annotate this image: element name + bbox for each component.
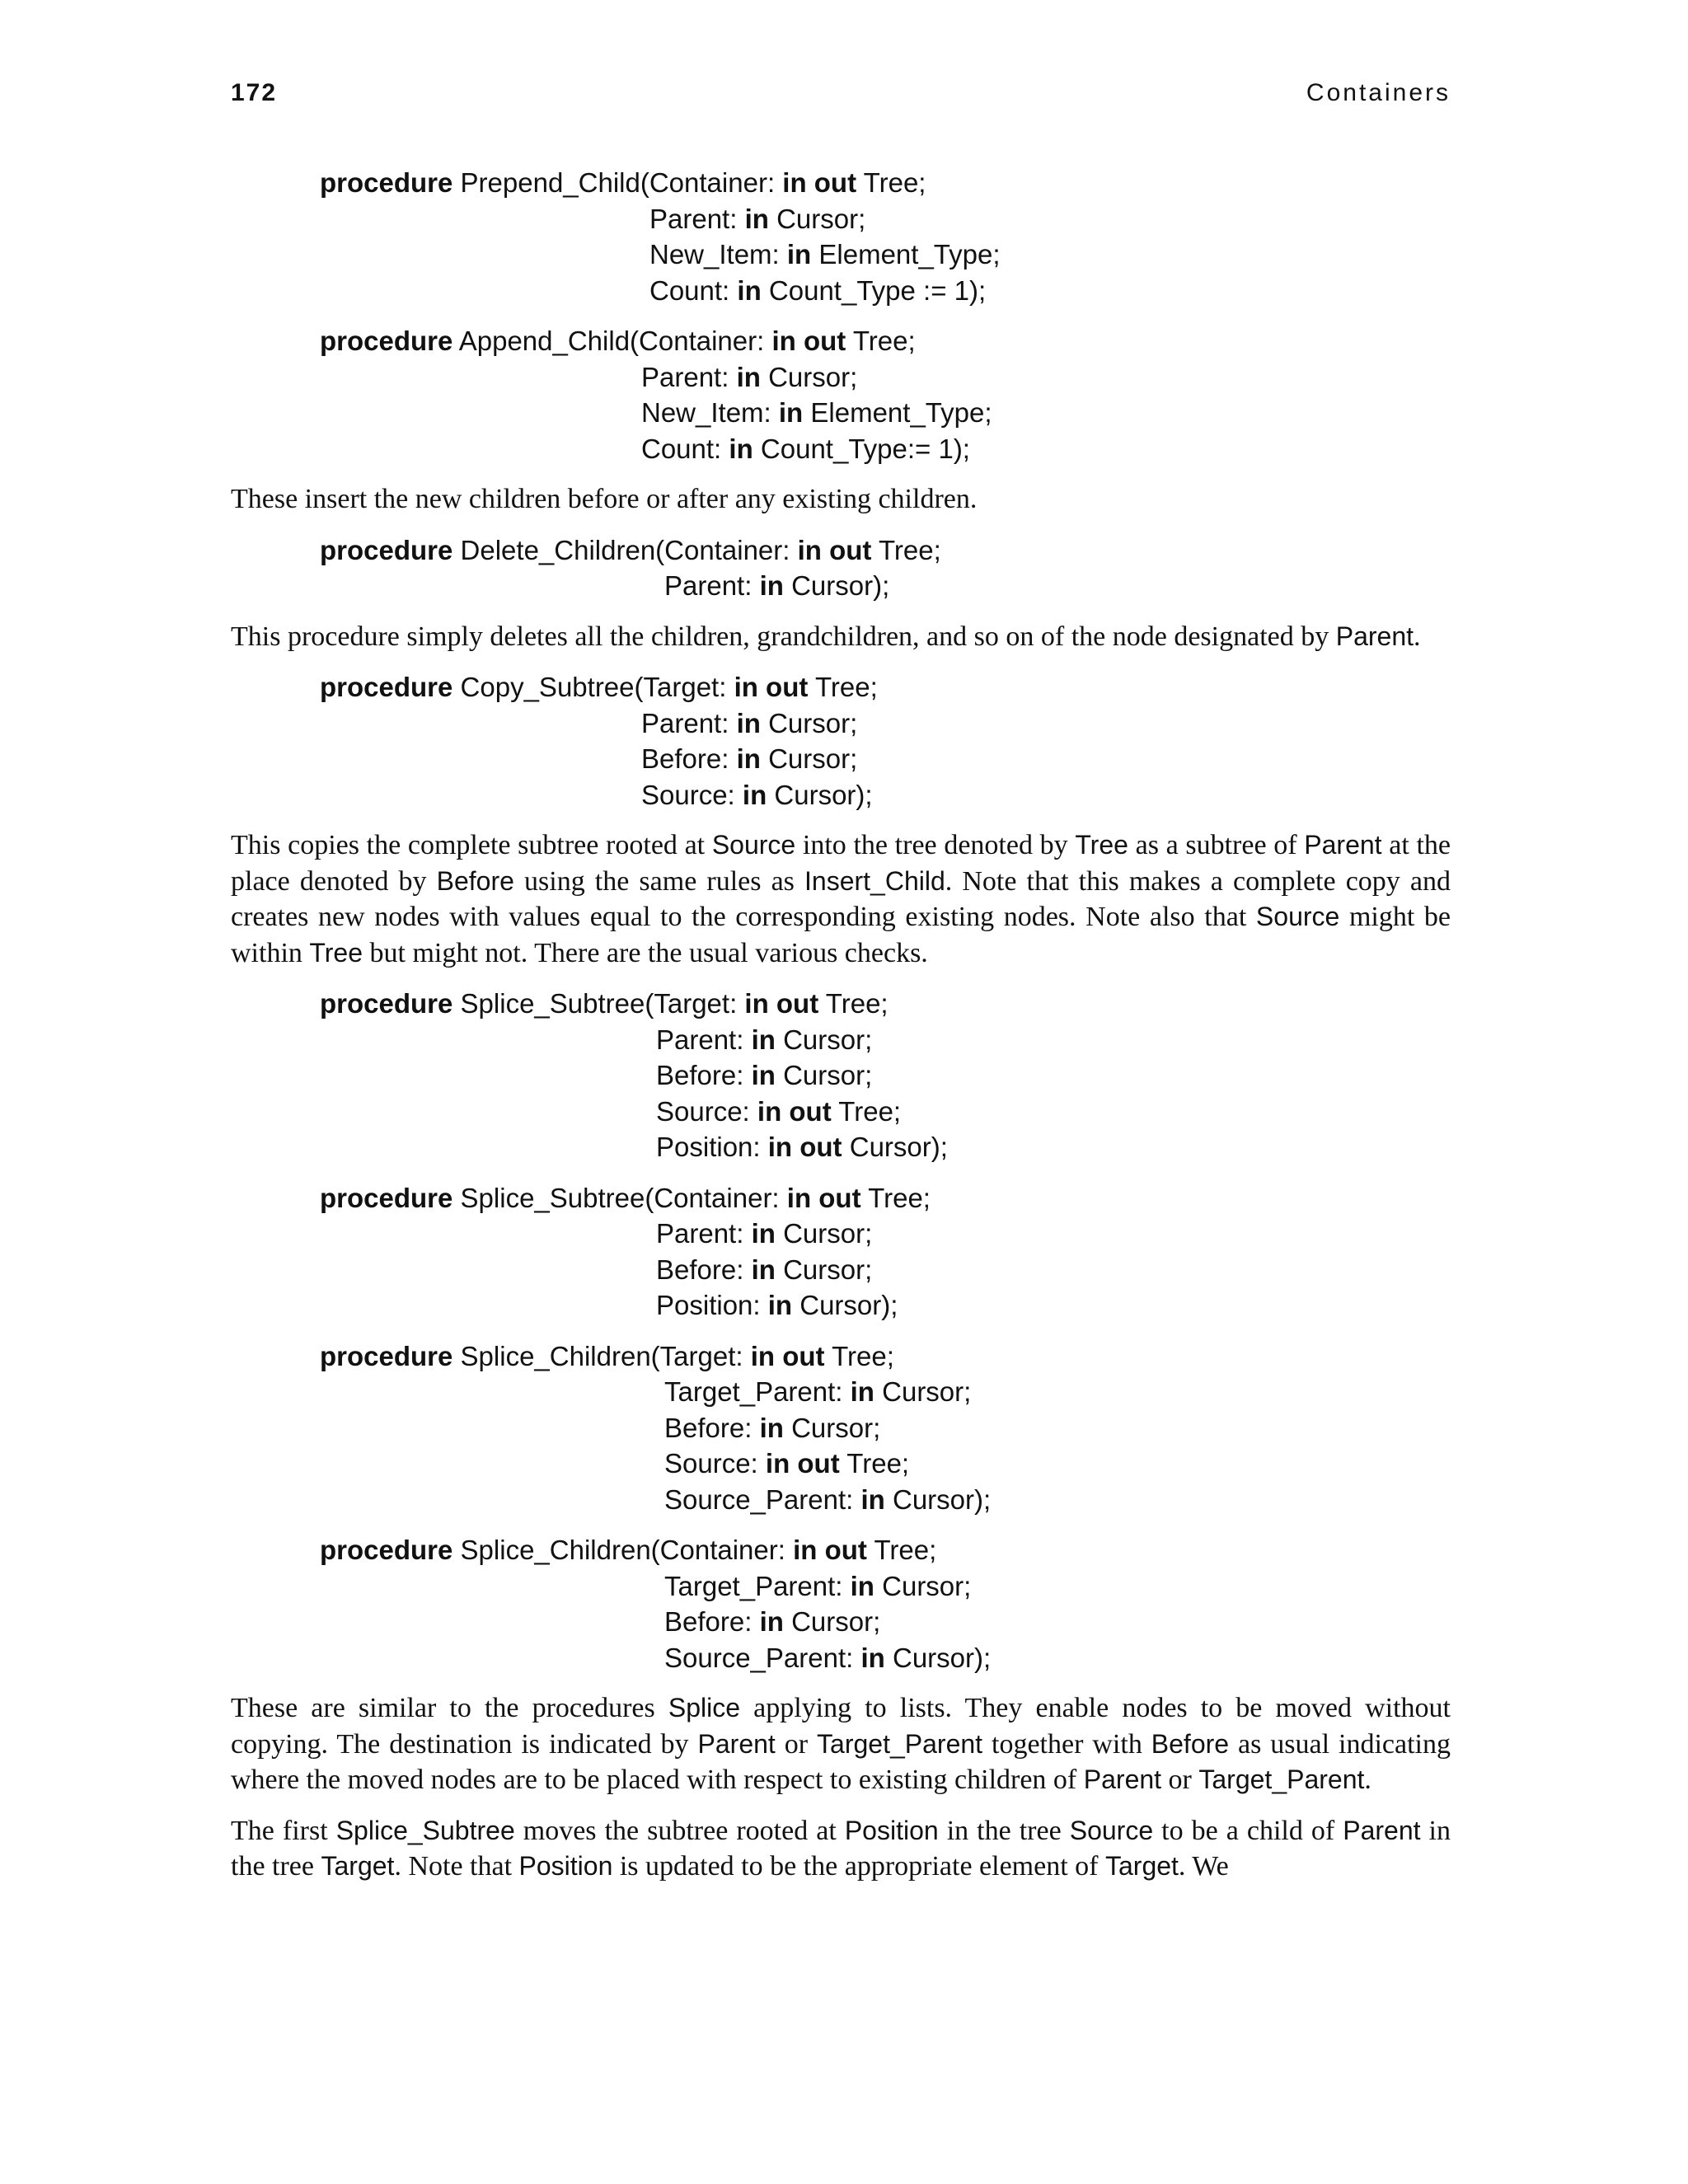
keyword-mode: in — [850, 1376, 874, 1407]
code-text: Count: — [649, 274, 738, 306]
prose-text: . — [1414, 621, 1421, 652]
identifier: Tree — [1075, 830, 1128, 860]
page-number: 172 — [231, 79, 278, 106]
keyword-mode: in — [759, 570, 784, 601]
code-line — [320, 1216, 1451, 1252]
prose-text: This copies the complete subtree rooted at — [231, 830, 712, 860]
code-type: Cursor; — [768, 203, 866, 234]
code-type: Cursor; — [783, 1412, 881, 1443]
code-block-splice-subtree-target — [320, 986, 1451, 1165]
keyword-procedure: procedure — [320, 1535, 453, 1565]
code-text: Count: — [641, 433, 729, 464]
keyword-mode: in out — [782, 167, 857, 198]
code-type: Tree; — [866, 1535, 937, 1565]
keyword-mode: in — [736, 743, 761, 774]
code-text: Splice_Subtree(Container: — [452, 1182, 787, 1213]
identifier: Before — [1151, 1728, 1230, 1759]
code-text: Prepend_Child(Container: — [452, 167, 783, 198]
identifier: Position — [844, 1815, 939, 1845]
code-type: Cursor; — [775, 1218, 873, 1249]
prose-text: . — [1364, 1765, 1372, 1795]
code-text: New_Item: — [641, 397, 779, 428]
identifier: Target — [321, 1851, 395, 1881]
keyword-mode: in out — [793, 1535, 867, 1565]
keyword-mode: in out — [767, 1132, 842, 1162]
prose-text: or — [1161, 1765, 1199, 1795]
code-type: Tree; — [860, 1182, 931, 1213]
code-line — [320, 986, 1451, 1022]
code-type: Cursor; — [783, 1606, 881, 1637]
code-text: Parent: — [649, 203, 745, 234]
code-line — [320, 1604, 1451, 1640]
code-type: Tree; — [839, 1448, 910, 1479]
prose-text: as usual indicating where the moved nodes are to be placed with respect to existing children of — [231, 1728, 1451, 1795]
code-type: Count_Type := 1); — [761, 274, 987, 306]
code-text: New_Item: — [649, 239, 787, 269]
identifier: Insert_Child — [804, 865, 945, 896]
keyword-mode: in — [729, 433, 753, 464]
code-type: Tree; — [831, 1095, 902, 1127]
code-text: Source_Parent: — [664, 1483, 861, 1515]
prose-text: These insert the new children before or after any existing children. — [231, 484, 978, 514]
code-line — [320, 1374, 1451, 1410]
paragraph-copy-explanation — [231, 827, 1451, 971]
keyword-mode: in — [751, 1024, 776, 1055]
code-line — [320, 1338, 1451, 1375]
keyword-mode: in — [751, 1254, 776, 1285]
keyword-mode: in out — [750, 1340, 825, 1371]
keyword-procedure: procedure — [320, 1340, 453, 1371]
code-type: Tree; — [824, 1340, 894, 1371]
code-type: Cursor); — [884, 1642, 992, 1673]
keyword-procedure: procedure — [320, 167, 453, 198]
code-text: Before: — [641, 743, 737, 774]
code-text: Splice_Children(Target: — [452, 1340, 751, 1371]
identifier: Source — [1069, 1815, 1154, 1845]
code-text: Splice_Children(Container: — [452, 1535, 794, 1565]
code-type: Cursor; — [760, 707, 858, 738]
code-text: Source_Parent: — [664, 1642, 861, 1673]
code-type: Cursor; — [775, 1254, 873, 1285]
prose-text: is updated to be the appropriate element of — [612, 1851, 1105, 1882]
keyword-mode: in out — [797, 534, 872, 565]
code-block-append-child — [320, 323, 1451, 466]
code-type: Tree; — [846, 326, 916, 356]
code-line — [320, 741, 1451, 777]
code-type: Cursor; — [874, 1570, 972, 1601]
code-line — [320, 201, 1451, 237]
keyword-mode: in — [751, 1218, 776, 1249]
keyword-mode: in — [736, 361, 761, 392]
code-text: Before: — [664, 1412, 760, 1443]
prose-text: but might not. There are the usual various checks. — [363, 937, 928, 968]
identifier: Splice — [668, 1693, 741, 1722]
code-line — [320, 669, 1451, 705]
prose-text: These are similar to the procedures — [231, 1693, 668, 1723]
prose-text: . We — [1178, 1851, 1229, 1882]
prose-text: or — [775, 1728, 818, 1760]
prose-text: at the place denoted by — [231, 830, 1451, 897]
prose-text: . Note that this makes a complete copy and creates new nodes with values equal to the corresponding existing nodes. Note also that — [231, 865, 1451, 932]
keyword-mode: in — [736, 707, 761, 738]
code-line — [320, 705, 1451, 742]
keyword-mode: in — [778, 397, 804, 428]
code-line — [320, 237, 1451, 273]
code-type: Cursor); — [767, 779, 873, 810]
identifier: Source — [711, 830, 796, 860]
code-block-splice-subtree-container — [320, 1180, 1451, 1324]
code-type: Cursor; — [874, 1376, 972, 1407]
keyword-mode: in — [860, 1483, 885, 1515]
code-line — [320, 1094, 1451, 1130]
code-type: Count_Type:= 1); — [753, 433, 970, 464]
code-type: Element_Type; — [811, 239, 1001, 269]
keyword-mode: in out — [786, 1182, 861, 1213]
identifier: Before — [436, 865, 514, 896]
prose-text: in the tree — [231, 1815, 1451, 1882]
code-line — [320, 568, 1451, 604]
code-line — [320, 431, 1451, 467]
code-text: Parent: — [656, 1218, 752, 1249]
keyword-procedure: procedure — [320, 988, 453, 1019]
identifier: Splice_Subtree — [335, 1815, 515, 1845]
keyword-mode: in out — [757, 1095, 832, 1127]
code-text: Delete_Children(Container: — [452, 534, 798, 565]
page-body — [231, 165, 1451, 1900]
code-line — [320, 1532, 1451, 1568]
keyword-mode: in — [850, 1570, 874, 1601]
keyword-procedure: procedure — [320, 326, 453, 356]
code-line — [320, 1180, 1451, 1216]
keyword-procedure: procedure — [320, 1182, 453, 1213]
keyword-mode: in — [759, 1412, 784, 1443]
prose-text: moves the subtree rooted at — [514, 1815, 845, 1846]
code-type: Tree; — [871, 534, 941, 565]
running-head: Containers — [1306, 79, 1451, 106]
code-text: Target_Parent: — [664, 1376, 851, 1407]
code-text: Target_Parent: — [664, 1570, 851, 1601]
code-text: Before: — [664, 1606, 760, 1637]
code-text: Before: — [656, 1254, 752, 1285]
keyword-mode: in — [744, 203, 769, 234]
code-line — [320, 1410, 1451, 1446]
code-text: Splice_Subtree(Target: — [452, 988, 745, 1019]
prose-text: This procedure simply deletes all the children, grandchildren, and so on of the node designated by — [231, 621, 1336, 652]
prose-text: The first — [231, 1815, 336, 1846]
page-header — [231, 79, 1451, 120]
keyword-mode: in — [767, 1290, 793, 1320]
identifier: Target_Parent — [1198, 1765, 1365, 1794]
code-block-prepend-child — [320, 165, 1451, 308]
keyword-mode: in out — [734, 672, 809, 702]
code-type: Cursor; — [775, 1024, 873, 1055]
identifier: Target_Parent — [817, 1728, 983, 1759]
prose-text: as a subtree of — [1128, 830, 1305, 860]
identifier: Parent — [1083, 1765, 1162, 1794]
keyword-mode: in — [860, 1642, 885, 1673]
code-text: Parent: — [656, 1024, 752, 1055]
prose-text: using the same rules as — [513, 865, 804, 897]
code-line — [320, 777, 1451, 813]
code-block-splice-children-container — [320, 1532, 1451, 1675]
code-type: Cursor; — [760, 361, 858, 392]
code-line — [320, 1287, 1451, 1324]
prose-text: . Note that — [394, 1851, 519, 1882]
keyword-mode: in out — [744, 988, 819, 1019]
identifier: Target — [1104, 1851, 1179, 1881]
keyword-mode: in — [742, 779, 767, 810]
code-type: Tree; — [808, 672, 878, 702]
code-text: Parent: — [641, 361, 737, 392]
keyword-mode: in — [751, 1060, 776, 1090]
code-block-delete-children — [320, 532, 1451, 604]
code-line — [320, 1022, 1451, 1058]
keyword-mode: in — [759, 1606, 784, 1637]
code-text: Before: — [656, 1060, 752, 1090]
code-type: Element_Type; — [803, 397, 992, 428]
identifier: Parent — [1304, 830, 1382, 860]
code-line — [320, 1482, 1451, 1518]
code-line — [320, 273, 1451, 309]
code-text: Parent: — [641, 707, 737, 738]
code-text: Source: — [664, 1448, 766, 1479]
paragraph-first-splice-explanation — [231, 1813, 1451, 1885]
code-line — [320, 1446, 1451, 1482]
paragraph-delete-explanation — [231, 619, 1451, 655]
paragraph-insert-explanation — [231, 481, 1451, 518]
prose-text: applying to lists. They enable nodes to be moved without copying. The destination is indicated by — [231, 1693, 1451, 1760]
code-line — [320, 359, 1451, 396]
identifier: Tree — [309, 937, 363, 968]
code-line — [320, 165, 1451, 201]
code-text: Position: — [656, 1132, 768, 1162]
code-line — [320, 395, 1451, 431]
keyword-mode: in out — [765, 1448, 840, 1479]
keyword-procedure: procedure — [320, 672, 453, 702]
prose-text: might be within — [231, 902, 1451, 968]
code-line — [320, 323, 1451, 359]
code-type: Cursor); — [884, 1483, 992, 1515]
paragraph-splice-explanation — [231, 1690, 1451, 1798]
keyword-mode: in out — [771, 326, 846, 356]
identifier: Parent — [697, 1728, 776, 1759]
code-type: Cursor; — [775, 1060, 873, 1090]
code-type: Cursor); — [842, 1132, 948, 1162]
code-line — [320, 1568, 1451, 1605]
prose-text: in the tree — [938, 1815, 1070, 1846]
code-type: Tree; — [856, 167, 926, 198]
keyword-procedure: procedure — [320, 534, 453, 565]
keyword-mode: in — [786, 239, 812, 269]
keyword-mode: in — [737, 274, 762, 306]
prose-text: together with — [982, 1728, 1151, 1760]
code-type: Cursor); — [792, 1290, 898, 1320]
prose-text: to be a child of — [1153, 1815, 1343, 1846]
code-type: Cursor; — [760, 743, 858, 774]
code-text: Position: — [656, 1290, 768, 1320]
code-text: Parent: — [664, 570, 760, 601]
code-line — [320, 532, 1451, 569]
prose-text: into the tree denoted by — [795, 830, 1076, 860]
code-block-splice-children-target — [320, 1338, 1451, 1518]
identifier: Parent — [1343, 1815, 1421, 1845]
code-line — [320, 1640, 1451, 1676]
code-text: Append_Child(Container: — [452, 326, 772, 356]
code-text: Source: — [656, 1095, 757, 1127]
code-type: Cursor); — [783, 570, 890, 601]
identifier: Position — [518, 1851, 613, 1881]
identifier: Source — [1255, 902, 1340, 931]
identifier: Parent — [1335, 621, 1414, 651]
code-line — [320, 1129, 1451, 1165]
code-line — [320, 1252, 1451, 1288]
code-type: Tree; — [818, 988, 889, 1019]
code-block-copy-subtree — [320, 669, 1451, 813]
code-text: Copy_Subtree(Target: — [452, 672, 734, 702]
code-text: Source: — [641, 779, 743, 810]
code-line — [320, 1057, 1451, 1094]
